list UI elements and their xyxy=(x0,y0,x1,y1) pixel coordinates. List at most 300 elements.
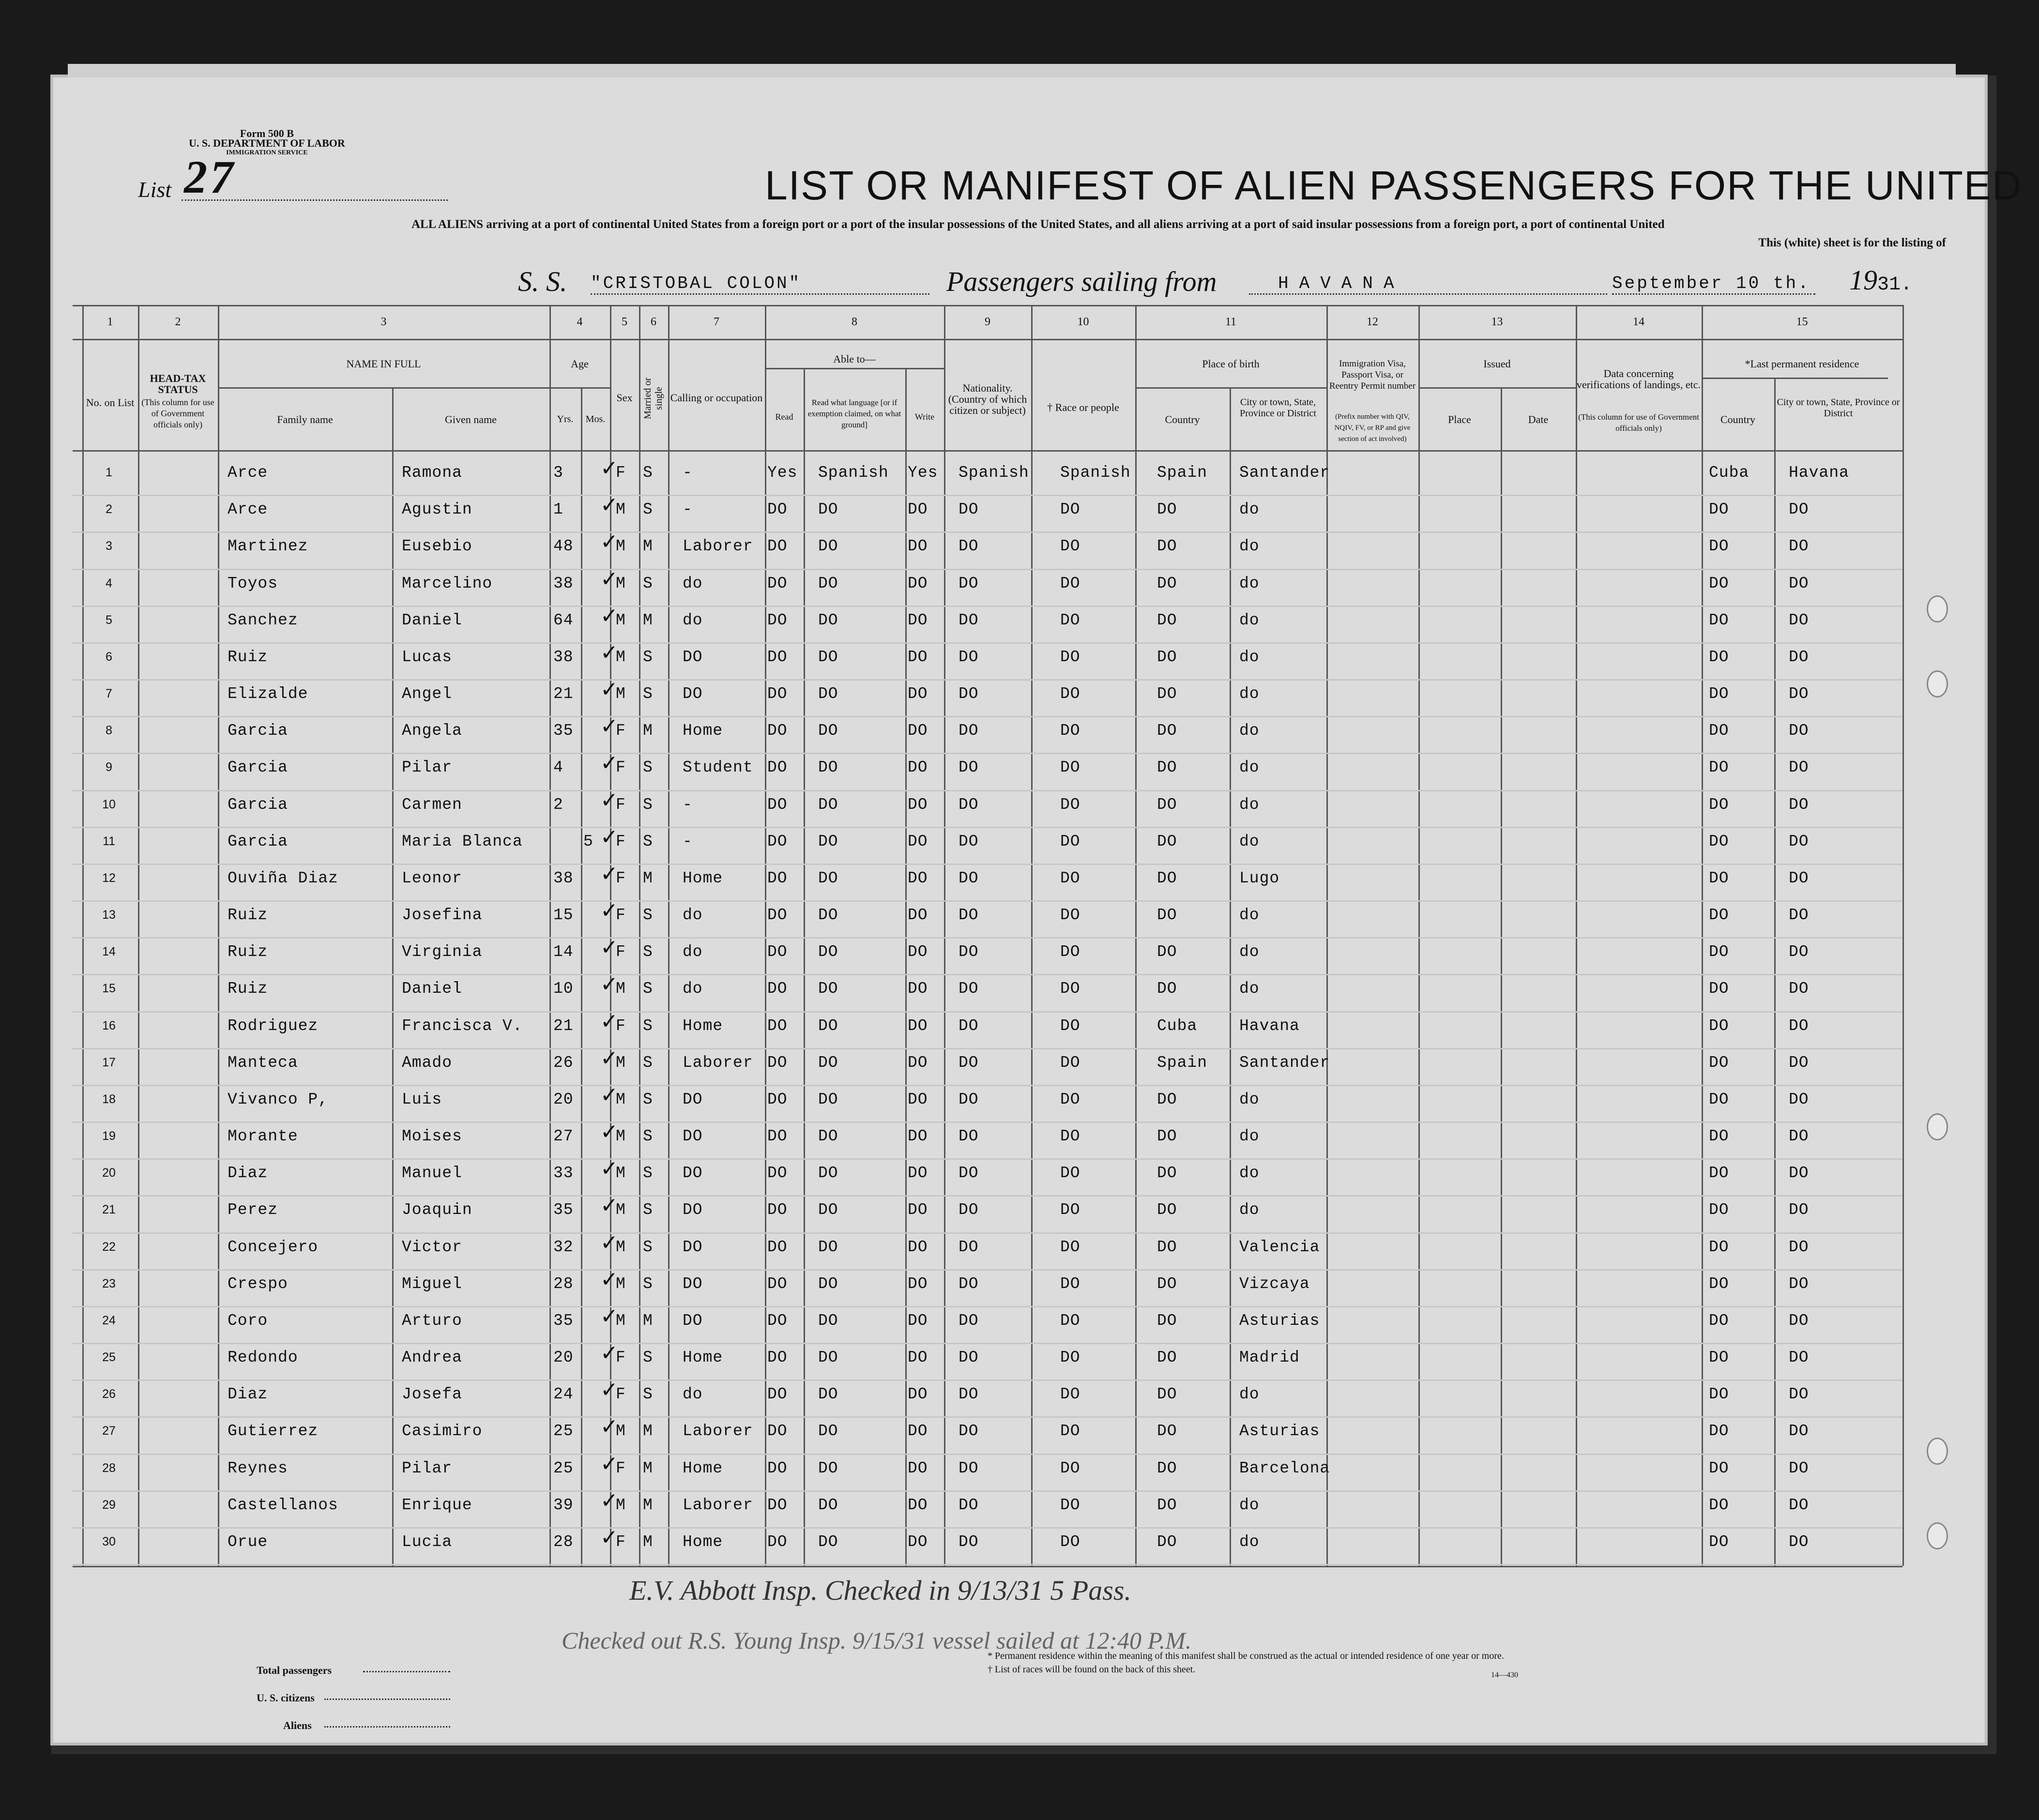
cell-occ: - xyxy=(683,832,693,850)
cell-family: Perez xyxy=(228,1201,278,1219)
cell-write: DO xyxy=(908,611,928,629)
header-residence-city: City or town, State, Province or District xyxy=(1777,397,1900,419)
subtitle-line-2: This (white) sheet is for the listing of xyxy=(1758,236,1946,249)
row-number: 4 xyxy=(106,576,112,590)
cell-ms: S xyxy=(643,1090,653,1108)
cell-write: DO xyxy=(908,685,928,703)
cell-lang: DO xyxy=(818,758,838,777)
check-mark: ✓ xyxy=(600,677,618,702)
header-family-name: Family name xyxy=(277,413,333,425)
cell-bcountry: DO xyxy=(1157,795,1177,814)
cell-family: Martinez xyxy=(228,537,308,556)
cell-lang: DO xyxy=(818,1459,838,1477)
row-number: 11 xyxy=(103,834,115,848)
cell-occ: Home xyxy=(683,1459,723,1477)
cell-read: DO xyxy=(767,500,788,519)
column-rule xyxy=(668,305,670,1566)
check-mark: ✓ xyxy=(600,751,618,776)
cell-ms: S xyxy=(643,1201,653,1219)
cell-nat: DO xyxy=(959,1127,979,1145)
cell-yrs: 48 xyxy=(553,537,574,556)
header-head-tax-note: (This column for use of Government officials only) xyxy=(141,397,214,429)
cell-nat: DO xyxy=(959,1164,979,1183)
cell-read: DO xyxy=(767,943,788,961)
cell-bcountry: DO xyxy=(1157,537,1177,556)
cell-bcity: Vizcaya xyxy=(1239,1274,1310,1293)
cell-rcity: DO xyxy=(1789,1127,1809,1145)
header-verification: Data concerning verifications of landings, etc. xyxy=(1577,367,1701,391)
cell-nat: DO xyxy=(959,574,979,592)
cell-race: DO xyxy=(1060,1201,1080,1219)
cell-given: Enrique xyxy=(402,1496,472,1514)
service: IMMIGRATION SERVICE xyxy=(226,149,308,156)
cell-occ: Home xyxy=(683,1016,723,1035)
cell-sex: F xyxy=(616,1532,626,1551)
cell-rcountry: DO xyxy=(1709,1090,1729,1108)
row-rule xyxy=(73,569,1902,570)
us-citizens-dots xyxy=(324,1699,450,1700)
cell-rcity: DO xyxy=(1789,1164,1809,1183)
column-number: 10 xyxy=(1077,316,1089,328)
check-mark: ✓ xyxy=(600,1156,618,1182)
cell-race: DO xyxy=(1060,980,1080,998)
cell-nat: DO xyxy=(959,980,979,998)
cell-yrs: 21 xyxy=(553,1016,574,1035)
row-number: 6 xyxy=(106,650,112,664)
row-rule xyxy=(73,679,1902,681)
cell-given: Leonor xyxy=(402,869,462,887)
cell-given: Angela xyxy=(402,722,462,740)
cell-bcity: Barcelona xyxy=(1239,1459,1330,1477)
write-rule xyxy=(905,368,907,1566)
cell-given: Pilar xyxy=(402,758,453,777)
cell-given: Joaquin xyxy=(402,1201,472,1219)
cell-read: DO xyxy=(767,1274,788,1293)
header-years: Yrs. xyxy=(557,414,574,425)
cell-read: DO xyxy=(767,648,788,666)
cell-given: Josefa xyxy=(402,1385,462,1404)
column-number: 4 xyxy=(577,316,583,328)
row-number: 20 xyxy=(102,1166,116,1180)
cell-bcity: do xyxy=(1239,1127,1260,1145)
cell-rcountry: DO xyxy=(1709,906,1729,924)
cell-rcity: DO xyxy=(1789,980,1809,998)
cell-rcountry: DO xyxy=(1709,1385,1729,1404)
given-name-rule xyxy=(392,387,394,1566)
cell-rcity: DO xyxy=(1789,758,1809,777)
cell-nat: DO xyxy=(959,1532,979,1551)
row-number: 21 xyxy=(102,1203,116,1217)
header-visa-note: (Prefix number with QIV, NQIV, FV, or RP and give section of act involved) xyxy=(1334,413,1411,443)
row-number: 22 xyxy=(102,1240,116,1254)
cell-race: DO xyxy=(1060,1496,1080,1514)
cell-nat: DO xyxy=(959,1385,979,1404)
cell-bcountry: DO xyxy=(1157,1238,1177,1256)
header-verification-note: (This column for use of Government officials only) xyxy=(1578,412,1699,433)
cell-sex: M xyxy=(616,1238,626,1256)
cell-read: DO xyxy=(767,832,788,850)
cell-write: DO xyxy=(908,648,928,666)
cell-occ: DO xyxy=(683,648,703,666)
cell-family: Castellanos xyxy=(228,1496,338,1514)
cell-occ: DO xyxy=(683,1164,703,1183)
cell-family: Manteca xyxy=(228,1053,298,1072)
cell-bcity: Asturias xyxy=(1239,1422,1320,1441)
cell-lang: DO xyxy=(818,980,838,998)
punch-hole xyxy=(1927,670,1948,698)
check-mark: ✓ xyxy=(600,1267,618,1292)
cell-sex: M xyxy=(616,500,626,519)
cell-ms: M xyxy=(643,537,653,556)
row-number: 8 xyxy=(106,724,112,738)
residence-sub-rule xyxy=(1702,378,1888,379)
cell-bcity: do xyxy=(1239,500,1260,519)
cell-read: DO xyxy=(767,1459,788,1477)
cell-nat: DO xyxy=(959,685,979,703)
us-citizens-label: U. S. citizens xyxy=(257,1692,315,1704)
cell-race: DO xyxy=(1060,832,1080,850)
cell-write: DO xyxy=(908,1016,928,1035)
cell-yrs: 25 xyxy=(553,1459,574,1477)
cell-nat: DO xyxy=(959,906,979,924)
cell-bcountry: DO xyxy=(1157,1127,1177,1145)
row-number: 12 xyxy=(102,871,116,885)
cell-write: DO xyxy=(908,1201,928,1219)
row-number: 17 xyxy=(102,1055,116,1069)
cell-occ: DO xyxy=(683,1238,703,1256)
header-issued-place: Place xyxy=(1448,413,1471,425)
cell-sex: M xyxy=(616,1496,626,1514)
cell-family: Ouviña Diaz xyxy=(228,869,338,887)
cell-given: Maria Blanca xyxy=(402,832,523,850)
cell-bcity: Santander xyxy=(1239,464,1330,482)
cell-rcountry: DO xyxy=(1709,1127,1729,1145)
row-number: 14 xyxy=(102,945,116,959)
cell-yrs: 24 xyxy=(553,1385,574,1404)
cell-nat: DO xyxy=(959,1349,979,1366)
cell-write: DO xyxy=(908,943,928,961)
cell-read: DO xyxy=(767,685,788,703)
row-number: 10 xyxy=(102,797,116,811)
cell-family: Concejero xyxy=(228,1238,319,1256)
row-rule xyxy=(73,495,1902,496)
cell-occ: do xyxy=(683,1385,703,1404)
cell-occ: DO xyxy=(683,685,703,703)
cell-yrs: 25 xyxy=(553,1422,574,1441)
cell-nat: DO xyxy=(959,1016,979,1035)
cell-ms: M xyxy=(643,1311,653,1330)
cell-lang: DO xyxy=(818,1385,838,1404)
cell-bcountry: DO xyxy=(1157,1496,1177,1514)
row-rule xyxy=(73,716,1902,717)
header-race: † Race or people xyxy=(1047,401,1119,413)
cell-family: Orue xyxy=(228,1532,268,1551)
cell-bcountry: DO xyxy=(1157,1349,1177,1366)
column-number: 7 xyxy=(714,316,719,328)
cell-family: Crespo xyxy=(228,1274,288,1293)
cell-bcountry: DO xyxy=(1157,832,1177,850)
cell-occ: do xyxy=(683,611,703,629)
column-rule xyxy=(1576,305,1577,1566)
row-rule xyxy=(73,937,1902,939)
table-bottom-rule xyxy=(73,1566,1902,1567)
check-mark: ✓ xyxy=(600,788,618,813)
column-rule xyxy=(1031,305,1033,1566)
cell-write: DO xyxy=(908,758,928,777)
cell-occ: Laborer xyxy=(683,1422,753,1441)
cell-rcity: DO xyxy=(1789,1422,1809,1441)
cell-read: DO xyxy=(767,1016,788,1035)
row-rule xyxy=(73,1195,1902,1197)
cell-bcity: do xyxy=(1239,648,1260,666)
header-sex: Sex xyxy=(616,392,633,404)
cell-lang: DO xyxy=(818,1127,838,1145)
cell-sex: F xyxy=(616,722,626,740)
cell-bcity: do xyxy=(1239,722,1260,740)
check-mark: ✓ xyxy=(600,1120,618,1144)
column-number: 5 xyxy=(622,316,627,328)
form-number: Form 500 B xyxy=(240,127,294,139)
cell-bcity: do xyxy=(1239,1532,1260,1551)
cell-family: Ruiz xyxy=(228,943,268,961)
cell-bcity: Lugo xyxy=(1239,869,1280,887)
cell-nat: DO xyxy=(959,869,979,887)
check-mark: ✓ xyxy=(600,1378,618,1403)
cell-rcountry: DO xyxy=(1709,685,1729,703)
cell-rcity: DO xyxy=(1789,1349,1809,1366)
cell-bcity: do xyxy=(1239,1385,1260,1404)
cell-ms: M xyxy=(643,1422,653,1441)
cell-sex: M xyxy=(616,537,626,556)
cell-ms: M xyxy=(643,722,653,740)
column-number-rule xyxy=(73,339,1902,340)
cell-bcountry: DO xyxy=(1157,1459,1177,1477)
punch-hole xyxy=(1927,1522,1948,1549)
header-last-residence: *Last permanent residence xyxy=(1745,358,1859,370)
column-rule xyxy=(765,305,766,1566)
cell-rcity: DO xyxy=(1789,500,1809,519)
row-number: 9 xyxy=(106,760,112,774)
cell-lang: DO xyxy=(818,500,838,519)
department: U. S. DEPARTMENT OF LABOR xyxy=(189,137,345,149)
check-mark: ✓ xyxy=(600,1525,618,1550)
cell-occ: do xyxy=(683,980,703,998)
row-number: 27 xyxy=(102,1424,116,1438)
cell-race: DO xyxy=(1060,648,1080,666)
header-age: Age xyxy=(571,358,589,370)
header-birth-city: City or town, State, Province or District xyxy=(1240,397,1316,419)
cell-read: DO xyxy=(767,1385,788,1404)
cell-sex: M xyxy=(616,611,626,629)
cell-occ: Home xyxy=(683,869,723,887)
cell-read: DO xyxy=(767,1164,788,1183)
cell-bcity: do xyxy=(1239,980,1260,998)
cell-nat: Spanish xyxy=(959,464,1029,482)
form-code: 14—430 xyxy=(1491,1671,1518,1679)
cell-race: DO xyxy=(1060,795,1080,814)
cell-nat: DO xyxy=(959,1459,979,1477)
cell-rcountry: DO xyxy=(1709,980,1729,998)
cell-ms: S xyxy=(643,980,653,998)
cell-sex: M xyxy=(616,1127,626,1145)
column-number: 9 xyxy=(985,316,990,328)
header-birth-country: Country xyxy=(1165,413,1200,425)
header-place-of-birth: Place of birth xyxy=(1202,358,1260,370)
cell-rcountry: DO xyxy=(1709,574,1729,592)
row-number: 7 xyxy=(106,687,112,700)
check-mark: ✓ xyxy=(600,566,618,592)
cell-family: Ruiz xyxy=(228,980,268,998)
cell-read: DO xyxy=(767,980,788,998)
cell-yrs: 20 xyxy=(553,1349,574,1366)
cell-lang: DO xyxy=(818,1349,838,1366)
cell-given: Eusebio xyxy=(402,537,472,556)
cell-sex: M xyxy=(616,1274,626,1293)
cell-sex: M xyxy=(616,574,626,592)
cell-write: DO xyxy=(908,1311,928,1330)
cell-family: Redondo xyxy=(228,1349,298,1366)
cell-occ: DO xyxy=(683,1201,703,1219)
cell-nat: DO xyxy=(959,1311,979,1330)
column-number: 6 xyxy=(651,316,656,328)
cell-nat: DO xyxy=(959,758,979,777)
cell-ms: S xyxy=(643,1164,653,1183)
cell-bcountry: DO xyxy=(1157,648,1177,666)
cell-read: DO xyxy=(767,906,788,924)
cell-yrs: 35 xyxy=(553,1311,574,1330)
column-number: 2 xyxy=(175,316,181,328)
cell-rcountry: DO xyxy=(1709,611,1729,629)
cell-ms: M xyxy=(643,869,653,887)
cell-read: DO xyxy=(767,1053,788,1072)
row-rule xyxy=(73,1527,1902,1529)
cell-family: Elizalde xyxy=(228,685,308,703)
cell-rcity: DO xyxy=(1789,1385,1809,1404)
cell-occ: DO xyxy=(683,1274,703,1293)
cell-mos: 5 xyxy=(583,832,593,850)
cell-bcountry: DO xyxy=(1157,1422,1177,1441)
check-mark: ✓ xyxy=(600,603,618,628)
check-mark: ✓ xyxy=(600,493,618,518)
cell-yrs: 28 xyxy=(553,1274,574,1293)
cell-rcountry: DO xyxy=(1709,1422,1729,1441)
check-mark: ✓ xyxy=(600,824,618,849)
cell-occ: DO xyxy=(683,1090,703,1108)
row-rule xyxy=(73,1232,1902,1234)
cell-rcountry: DO xyxy=(1709,1201,1729,1219)
row-number: 15 xyxy=(102,982,116,996)
cell-ms: S xyxy=(643,1385,653,1404)
check-mark: ✓ xyxy=(600,530,618,555)
column-number: 15 xyxy=(1796,316,1808,328)
cell-nat: DO xyxy=(959,1090,979,1108)
aliens-dots xyxy=(324,1726,450,1728)
cell-sex: F xyxy=(616,943,626,961)
cell-bcity: do xyxy=(1239,832,1260,850)
cell-rcountry: DO xyxy=(1709,1274,1729,1293)
cell-rcity: DO xyxy=(1789,795,1809,814)
cell-sex: F xyxy=(616,1459,626,1477)
cell-rcity: DO xyxy=(1789,611,1809,629)
cell-lang: DO xyxy=(818,1311,838,1330)
cell-nat: DO xyxy=(959,537,979,556)
cell-occ: Laborer xyxy=(683,537,753,556)
cell-bcountry: DO xyxy=(1157,1274,1177,1293)
cell-lang: DO xyxy=(818,1053,838,1072)
cell-read: DO xyxy=(767,795,788,814)
check-mark: ✓ xyxy=(600,1414,618,1440)
cell-ms: S xyxy=(643,1127,653,1145)
cell-sex: F xyxy=(616,464,626,482)
cell-sex: F xyxy=(616,795,626,814)
cell-yrs: 4 xyxy=(553,758,563,777)
cell-race: DO xyxy=(1060,537,1080,556)
column-number: 14 xyxy=(1633,316,1644,328)
cell-write: DO xyxy=(908,795,928,814)
row-number: 28 xyxy=(102,1461,116,1475)
cell-race: DO xyxy=(1060,1349,1080,1366)
cell-lang: DO xyxy=(818,795,838,814)
read-lang-rule xyxy=(804,368,805,1566)
cell-given: Virginia xyxy=(402,943,483,961)
check-mark: ✓ xyxy=(600,1341,618,1365)
cell-race: DO xyxy=(1060,1532,1080,1551)
cell-given: Lucas xyxy=(402,648,453,666)
cell-read: DO xyxy=(767,869,788,887)
column-rule xyxy=(82,305,84,1566)
cell-lang: DO xyxy=(818,1201,838,1219)
cell-bcity: do xyxy=(1239,537,1260,556)
cell-write: DO xyxy=(908,980,928,998)
issued-sub-rule xyxy=(1418,387,1576,389)
cell-yrs: 10 xyxy=(553,980,574,998)
cell-bcity: Havana xyxy=(1239,1016,1300,1035)
cell-sex: M xyxy=(616,1311,626,1330)
check-mark: ✓ xyxy=(600,1046,618,1071)
footnote-residence: * Permanent residence within the meaning of this manifest shall be construed as the actual or intended residence of one year or more. xyxy=(988,1651,1504,1661)
check-mark: ✓ xyxy=(600,972,618,997)
cell-given: Andrea xyxy=(402,1349,462,1366)
cell-rcountry: DO xyxy=(1709,648,1729,666)
row-number: 5 xyxy=(106,613,112,627)
cell-given: Moises xyxy=(402,1127,462,1145)
cell-read: DO xyxy=(767,611,788,629)
cell-sex: M xyxy=(616,1090,626,1108)
check-mark: ✓ xyxy=(600,1230,618,1255)
row-rule xyxy=(73,827,1902,828)
cell-lang: DO xyxy=(818,648,838,666)
cell-family: Ruiz xyxy=(228,648,268,666)
cell-yrs: 20 xyxy=(553,1090,574,1108)
page-title: LIST OR MANIFEST OF ALIEN PASSENGERS FOR THE UNITED xyxy=(765,163,2023,208)
able-sub-rule xyxy=(765,368,944,369)
cell-occ: Home xyxy=(683,722,723,740)
cell-occ: do xyxy=(683,943,703,961)
header-nationality: Nationality. (Country of which citizen or subject) xyxy=(948,382,1027,416)
column-number: 12 xyxy=(1367,316,1378,328)
cell-nat: DO xyxy=(959,500,979,519)
header-given-name: Given name xyxy=(445,413,497,425)
cell-rcity: DO xyxy=(1789,1238,1809,1256)
row-rule xyxy=(73,1490,1902,1492)
cell-write: DO xyxy=(908,574,928,592)
column-number: 13 xyxy=(1491,316,1503,328)
cell-bcity: do xyxy=(1239,1164,1260,1183)
cell-rcountry: DO xyxy=(1709,758,1729,777)
cell-race: DO xyxy=(1060,611,1080,629)
cell-race: DO xyxy=(1060,1238,1080,1256)
cell-family: Reynes xyxy=(228,1459,288,1477)
